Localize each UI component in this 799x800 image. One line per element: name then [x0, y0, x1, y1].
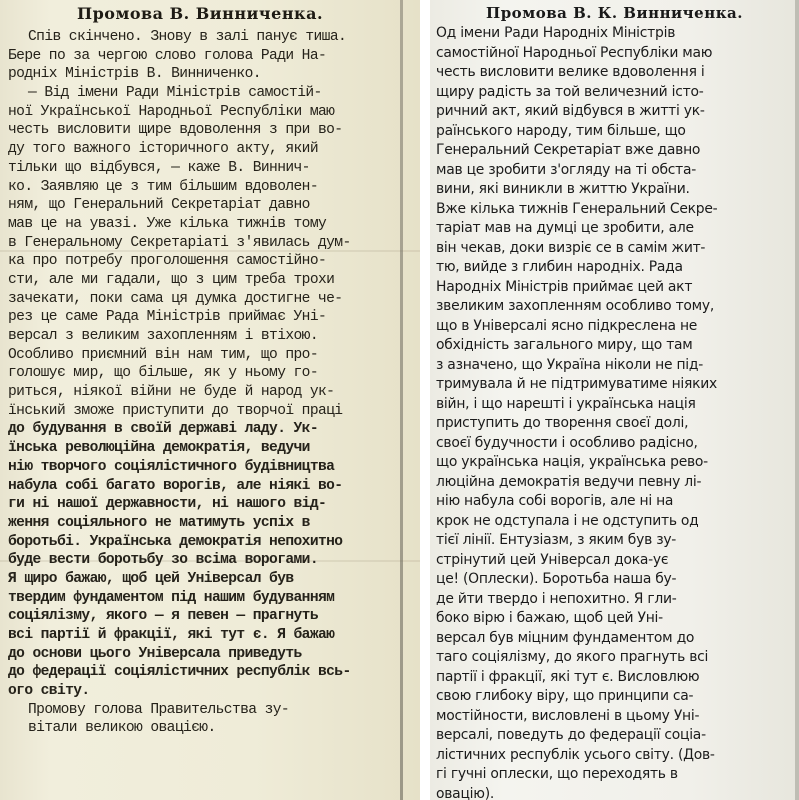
text-line: Особливо приємний він нам тим, що про- — [8, 346, 318, 363]
text-line: честь висловити велике вдоволення і — [436, 64, 705, 80]
text-line: голошує мир, що більше, як у ньому го- — [8, 365, 318, 382]
text-line: самостійної Народньої Республіки маю — [436, 44, 713, 61]
text-line: зачекати, поки сама ця думка достигне че- — [8, 290, 343, 307]
text-line: свою глибоку віру, що принципи са- — [436, 688, 694, 704]
text-line: люційна демократія ведучи певну лі- — [436, 473, 702, 490]
text-line: нію творчого соціялістичного будівництва — [8, 458, 335, 475]
text-line: ричний акт, який відбувся в житті ук- — [436, 103, 705, 119]
text-line: таріат мав на думці це зробити, але — [436, 220, 694, 236]
text-line: Промову голова Правительства зу- — [28, 701, 290, 718]
text-line: звеликим захопленням особливо тому, — [436, 298, 715, 314]
right-headline: Промова В. К. Винниченка. — [486, 4, 743, 22]
left-article-body — [8, 28, 398, 738]
text-line: нію набула собі ворогів, але ні на — [436, 493, 674, 509]
text-line: Я щиро бажаю, щоб цей Універсал був — [8, 570, 294, 587]
text-line: крок не одступала і не одступить од — [436, 512, 699, 529]
text-line: тієї лінії. Ентузіазм, з яким був зу- — [436, 532, 677, 548]
text-line: війн, і що нарешті і українська нація — [436, 395, 696, 412]
text-line: ням, що Генеральний Секретаріат давно — [8, 197, 310, 214]
text-line: ого світу. — [8, 683, 90, 700]
text-line: приступить до творення своєї долі, — [436, 415, 689, 431]
text-line: сти, але ми гадали, що з цим треба трохи — [8, 271, 335, 288]
text-line: ка про потребу проголошення самостійно- — [8, 253, 327, 270]
text-line: овацію). — [436, 785, 495, 800]
text-line: тю, вийде з глибин народніх. Рада — [436, 259, 683, 275]
text-line: до основи цього Універсала приведуть — [8, 645, 302, 662]
text-line: всі партії й фракції, які тут є. Я бажаю — [8, 627, 335, 643]
text-line: мав це зробити з'огляду на ті обста- — [436, 161, 697, 178]
text-line: Вже кілька тижнів Генеральний Секре- — [436, 200, 718, 217]
column-rule — [400, 0, 403, 800]
text-line: таго соціялізму, до якого прагнуть всі — [436, 649, 709, 665]
text-line: тільки що відбувся, — каже В. Виннич- — [8, 159, 310, 176]
text-line: вини, які виникли в життю України. — [436, 181, 690, 197]
text-line: риться, ніякої війни не буде й народ ук- — [8, 384, 335, 401]
right-newspaper-clipping — [430, 0, 799, 800]
text-line: щиру радість за той величезний істо- — [436, 83, 704, 100]
text-line: боко вірю і бажаю, щоб цей Уні- — [436, 610, 663, 626]
text-line: Бере по за чергою слово голова Ради На- — [8, 47, 327, 64]
text-line: де йти твердо і непохитно. Я гли- — [436, 590, 677, 607]
text-line: партії і фракції, які тут є. Висловлюю — [436, 668, 700, 685]
text-line: версал з великим захопленням і втіхою. — [8, 328, 318, 344]
text-line: ної Української Народньої Республіки маю — [8, 103, 335, 120]
text-line: версал був міцним фундаментом до — [436, 629, 695, 646]
text-line: твердим фундаментом під нашим будуванням — [8, 589, 335, 606]
text-line: ду того важного історичного акту, який — [8, 141, 318, 158]
left-headline: Промова В. Винниченка. — [76, 4, 324, 23]
text-line: Генеральний Секретаріат вже давно — [436, 142, 701, 158]
text-line: тримувала й не підтримуватиме ніяких — [436, 376, 718, 392]
text-line: їнський зможе приступити до творчої праці — [8, 402, 343, 419]
text-line: своєї будучности і особливо радісно, — [436, 434, 698, 451]
text-line: буде вести боротьбу зо всіма ворогами. — [8, 552, 318, 569]
text-line: гі гучні оплески, що переходять в — [436, 766, 678, 782]
text-line: Од імени Ради Народніх Міністрів — [436, 25, 676, 41]
text-line: набула собі багато ворогів, але ніякі во- — [8, 477, 343, 494]
text-line: мостійности, висловлені в цьому Уні- — [436, 707, 700, 724]
text-line: родніх Міністрів В. Винниченко. — [8, 66, 261, 83]
text-line: соціялізму, якого — я певен — прагнуть — [8, 608, 318, 625]
right-article-body — [436, 24, 794, 800]
text-line: Спів скінчено. Знову в залі панує тиша. — [28, 29, 347, 45]
text-line: ження соціяльного не матимуть успіх в — [8, 514, 310, 531]
text-line: мав це на увазі. Уже кілька тижнів тому — [8, 215, 327, 232]
text-line: ко. Заявляю це з тим більшим вдоволен- — [8, 178, 318, 195]
text-line: він чекав, доки визріє се в самім жит- — [436, 239, 706, 256]
text-line: раїнського народу, тим більше, що — [436, 122, 686, 139]
text-line: що українська нація, українська рево- — [436, 454, 708, 470]
text-line: їнська революційна демократія, ведучи — [8, 440, 310, 457]
text-line: що в Універсалі ясно підкреслена не — [436, 317, 698, 334]
text-line: це! (Оплески). Боротьба наша бу- — [436, 571, 677, 587]
text-line: стрінутий цей Універсал дока-ує — [436, 551, 669, 568]
text-line: лістичних республік усього світу. (Дов- — [436, 746, 715, 763]
text-line: рез це саме Рада Міністрів приймає Уні- — [8, 309, 327, 326]
text-line: ги ні нашої державности, ні нашого від- — [8, 496, 327, 513]
column-rule — [795, 0, 799, 800]
text-line: обхідність загального миру, що там — [436, 337, 693, 353]
text-line: до будування в своїй державі ладу. Ук- — [8, 421, 318, 438]
text-line: честь висловити щире вдоволення з при во- — [8, 122, 343, 139]
text-line: — Від імени Ради Міністрів самостій- — [28, 85, 322, 102]
text-line: в Генеральному Секретаріаті з'явилась дум- — [8, 234, 351, 251]
text-line: до федерації соціялістичних республік всь- — [8, 664, 351, 681]
text-line: боротьбі. Українська демократія непохитно — [8, 533, 343, 550]
image-gutter — [420, 0, 430, 800]
text-line: Народніх Міністрів приймає цей акт — [436, 278, 693, 295]
text-line: версалі, поведуть до федерації соціа- — [436, 727, 706, 743]
text-line: вітали великою овацією. — [28, 720, 216, 737]
text-line: з азначено, що Україна ніколи не під- — [436, 356, 704, 373]
